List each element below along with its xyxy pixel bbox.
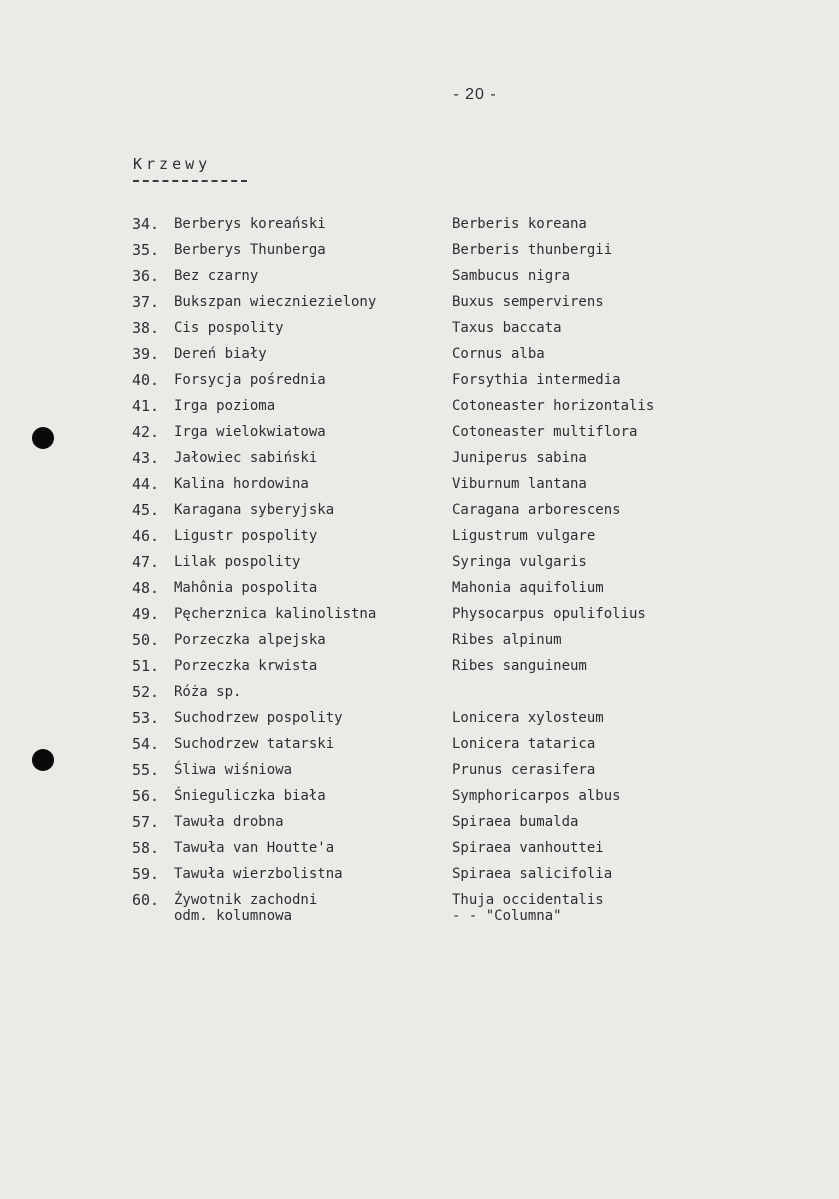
item-number: 37.	[132, 293, 160, 311]
item-number: 52.	[132, 683, 160, 701]
latin-name: Cotoneaster horizontalis	[452, 398, 655, 414]
polish-name: Irga wielokwiatowa	[174, 424, 326, 440]
list-item	[132, 266, 752, 292]
polish-name: Bukszpan wieczniezielony	[174, 294, 377, 310]
item-number: 42.	[132, 423, 160, 441]
list-item	[132, 240, 752, 266]
list-item	[132, 708, 752, 734]
latin-name: Forsythia intermedia	[452, 372, 621, 388]
item-number: 48.	[132, 579, 160, 597]
item-number: 60.	[132, 891, 160, 909]
item-number: 44.	[132, 475, 160, 493]
section-heading: Krzewy	[133, 155, 212, 173]
item-number: 57.	[132, 813, 160, 831]
polish-name: Dereń biały	[174, 346, 267, 362]
latin-name: Spiraea vanhouttei	[452, 840, 604, 856]
item-number: 41.	[132, 397, 160, 415]
polish-name: Róża sp.	[174, 684, 242, 700]
latin-name: Taxus baccata	[452, 320, 562, 336]
polish-name: Pęcherznica kalinolistna	[174, 606, 377, 622]
polish-name: Mahônia pospolita	[174, 580, 318, 596]
list-item	[132, 812, 752, 838]
polish-name: Suchodrzew tatarski	[174, 736, 335, 752]
item-number: 51.	[132, 657, 160, 675]
latin-name-line-2: - - "Columna"	[452, 908, 562, 924]
polish-name: Tawuła drobna	[174, 814, 284, 830]
list-item	[132, 292, 752, 318]
item-number: 55.	[132, 761, 160, 779]
latin-name: Cornus alba	[452, 346, 545, 362]
latin-name: Sambucus nigra	[452, 268, 571, 284]
list-item	[132, 604, 752, 630]
latin-name: Juniperus sabina	[452, 450, 587, 466]
polish-name: Śnieguliczka biała	[174, 788, 326, 804]
item-number: 53.	[132, 709, 160, 727]
list-item	[132, 318, 752, 344]
item-number: 54.	[132, 735, 160, 753]
list-item	[132, 370, 752, 396]
list-item	[132, 448, 752, 474]
polish-name: Ligustr pospolity	[174, 528, 318, 544]
list-item	[132, 526, 752, 552]
latin-name: Berberis thunbergii	[452, 242, 613, 258]
latin-name: Buxus sempervirens	[452, 294, 604, 310]
list-item	[132, 864, 752, 890]
latin-name: Prunus cerasifera	[452, 762, 596, 778]
polish-name: Porzeczka krwista	[174, 658, 318, 674]
list-item	[132, 474, 752, 500]
item-number: 46.	[132, 527, 160, 545]
latin-name: Spiraea bumalda	[452, 814, 579, 830]
item-number: 40.	[132, 371, 160, 389]
polish-name: Berberys Thunberga	[174, 242, 326, 258]
polish-name: Suchodrzew pospolity	[174, 710, 343, 726]
polish-name-line-2: odm. kolumnowa	[174, 908, 293, 924]
latin-name: Physocarpus opulifolius	[452, 606, 646, 622]
heading-underline	[133, 180, 247, 182]
polish-name: Tawuła van Houtte'a	[174, 840, 335, 856]
latin-name: Caragana arborescens	[452, 502, 621, 518]
latin-name: Mahonia aquifolium	[452, 580, 604, 596]
latin-name: Lonicera xylosteum	[452, 710, 604, 726]
list-item	[132, 786, 752, 812]
page-number: - 20 -	[453, 86, 497, 103]
list-item	[132, 838, 752, 864]
list-item	[132, 890, 752, 924]
list-item	[132, 214, 752, 240]
latin-name: Symphoricarpos albus	[452, 788, 621, 804]
polish-name: Żywotnik zachodni	[174, 892, 318, 908]
latin-name: Ribes sanguineum	[452, 658, 587, 674]
item-number: 49.	[132, 605, 160, 623]
shrub-list	[132, 214, 752, 924]
punch-hole	[32, 427, 54, 449]
polish-name: Forsycja pośrednia	[174, 372, 326, 388]
list-item	[132, 682, 752, 708]
polish-name: Bez czarny	[174, 268, 259, 284]
item-number: 56.	[132, 787, 160, 805]
latin-name: Berberis koreana	[452, 216, 587, 232]
polish-name: Irga pozioma	[174, 398, 276, 414]
list-item	[132, 760, 752, 786]
list-item	[132, 344, 752, 370]
latin-name: Cotoneaster multiflora	[452, 424, 638, 440]
list-item	[132, 734, 752, 760]
item-number: 45.	[132, 501, 160, 519]
item-number: 34.	[132, 215, 160, 233]
polish-name: Porzeczka alpejska	[174, 632, 326, 648]
list-item	[132, 422, 752, 448]
latin-name: Spiraea salicifolia	[452, 866, 613, 882]
item-number: 39.	[132, 345, 160, 363]
latin-name: Viburnum lantana	[452, 476, 587, 492]
list-item	[132, 396, 752, 422]
latin-name: Thuja occidentalis	[452, 892, 604, 908]
list-item	[132, 552, 752, 578]
list-item	[132, 578, 752, 604]
polish-name: Kalina hordowina	[174, 476, 309, 492]
latin-name: Lonicera tatarica	[452, 736, 596, 752]
item-number: 58.	[132, 839, 160, 857]
polish-name: Berberys koreański	[174, 216, 326, 232]
item-number: 59.	[132, 865, 160, 883]
item-number: 36.	[132, 267, 160, 285]
polish-name: Śliwa wiśniowa	[174, 762, 293, 778]
polish-name: Tawuła wierzbolistna	[174, 866, 343, 882]
latin-name: Ligustrum vulgare	[452, 528, 596, 544]
latin-name: Syringa vulgaris	[452, 554, 587, 570]
list-item	[132, 656, 752, 682]
polish-name: Cis pospolity	[174, 320, 284, 336]
punch-hole	[32, 749, 54, 771]
latin-name: Ribes alpinum	[452, 632, 562, 648]
item-number: 47.	[132, 553, 160, 571]
list-item	[132, 500, 752, 526]
polish-name: Lilak pospolity	[174, 554, 301, 570]
item-number: 50.	[132, 631, 160, 649]
item-number: 43.	[132, 449, 160, 467]
item-number: 38.	[132, 319, 160, 337]
item-number: 35.	[132, 241, 160, 259]
list-item	[132, 630, 752, 656]
polish-name: Karagana syberyjska	[174, 502, 335, 518]
polish-name: Jałowiec sabiński	[174, 450, 318, 466]
